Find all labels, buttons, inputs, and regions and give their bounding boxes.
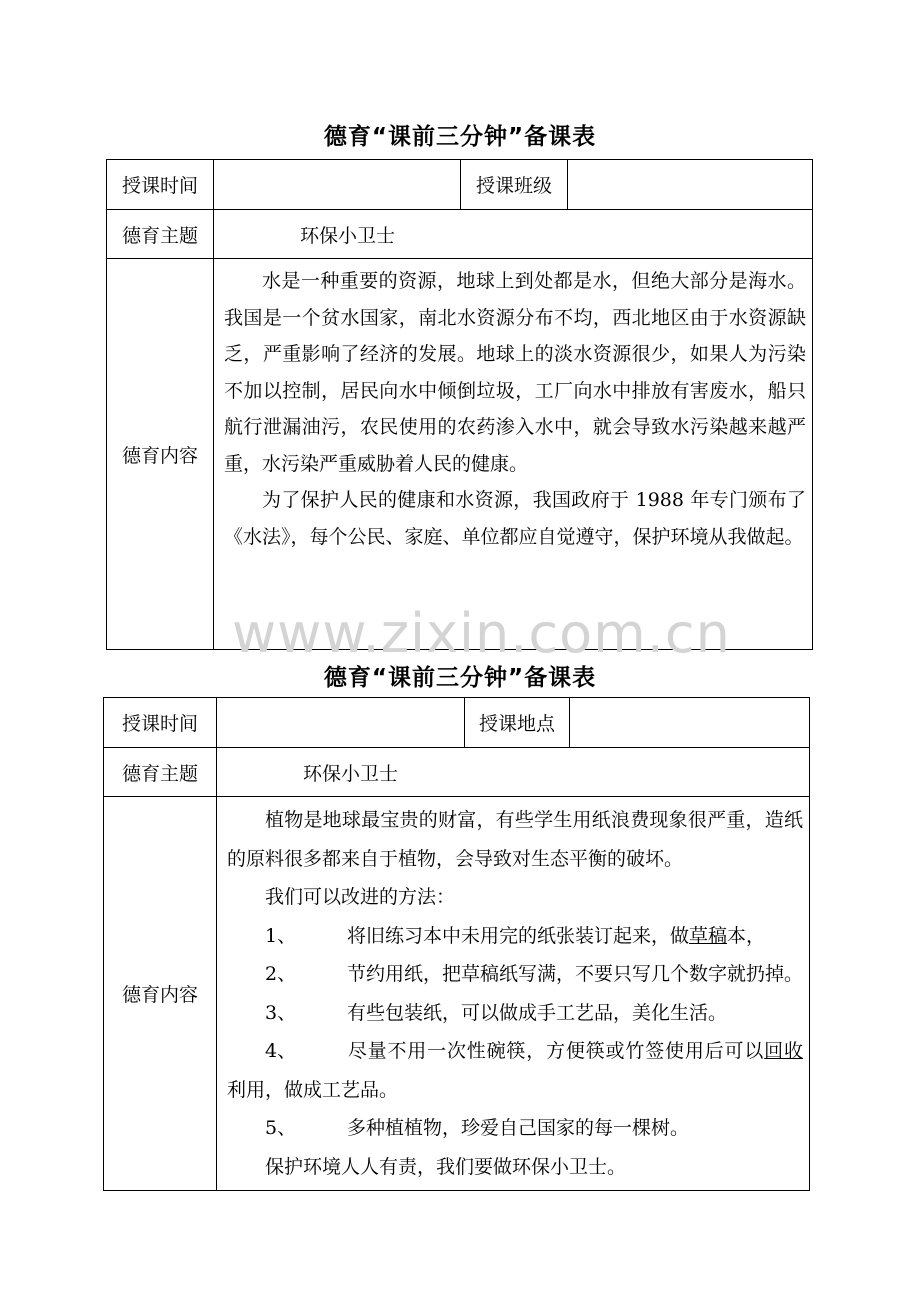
topic-label: 德育主题 xyxy=(104,748,217,797)
time-label: 授课时间 xyxy=(107,160,214,210)
topic-label: 德育主题 xyxy=(107,210,214,259)
content-paragraph: 水是一种重要的资源，地球上到处都是水，但绝大部分是海水。我国是一个贫水国家，南北水资源分布不均，西北地区由于水资源缺乏，严重影响了经济的发展。地球上的淡水资源很少，如果人为污染不加以控制，居民向水中倾倒垃圾，工厂向水中排放有害废水，船只航行泄漏油污，农民使用的农药渗入水中，就会导致水污染越来越严重，水污染严重威胁着人民的健康。 xyxy=(224,270,806,475)
place-label: 授课地点 xyxy=(465,698,570,748)
content-cell xyxy=(214,259,813,650)
class-value-cell xyxy=(568,160,813,210)
content-cell xyxy=(217,797,810,1191)
intro-paragraph: 植物是地球最宝贵的财富，有些学生用纸浪费现象很严重，造纸的原料很多都来自于植物，会导致对生态平衡的破坏。 xyxy=(227,809,803,870)
topic-value: 环保小卫士 xyxy=(214,210,813,259)
methods-heading: 我们可以改进的方法： xyxy=(265,886,456,908)
watermark: www.zixin.com.cn xyxy=(232,602,731,665)
page-title: 德育“课前三分钟”备课表 xyxy=(323,124,597,150)
topic-value: 环保小卫士 xyxy=(217,748,810,797)
method-item: 1、 将旧练习本中未用完的纸张装订起来，做草稿本， xyxy=(265,924,766,947)
time-value-cell xyxy=(217,698,465,748)
content-paragraph: 为了保护人民的健康和水资源，我国政府于 1988 年专门颁布了《水法》，每个公民、家庭、单位都应自觉遵守，保护环境从我做起。 xyxy=(224,489,806,548)
method-item: 5、 多种植植物，珍爱自己国家的每一棵树。 xyxy=(265,1117,690,1139)
closing-line: 保护环境人人有责，我们要做环保小卫士。 xyxy=(265,1155,627,1178)
content-label: 德育内容 xyxy=(104,797,217,1191)
lesson-plan-table xyxy=(103,697,810,1191)
page-title: 德育“课前三分钟”备课表 xyxy=(323,665,597,691)
class-label: 授课班级 xyxy=(461,160,568,210)
method-item: 4、 尽量不用一次性碗筷，方便筷或竹签使用后可以回收利用，做成工艺品。 xyxy=(227,1040,803,1101)
lesson-plan-table xyxy=(106,159,813,650)
time-value-cell xyxy=(214,160,461,210)
method-item: 2、 节约用纸，把草稿纸写满，不要只写几个数字就扔掉。 xyxy=(265,963,804,985)
time-label: 授课时间 xyxy=(104,698,217,748)
method-item: 3、 有些包装纸，可以做成手工艺品，美化生活。 xyxy=(265,1001,728,1024)
place-value-cell xyxy=(570,698,810,748)
content-label: 德育内容 xyxy=(107,259,214,650)
